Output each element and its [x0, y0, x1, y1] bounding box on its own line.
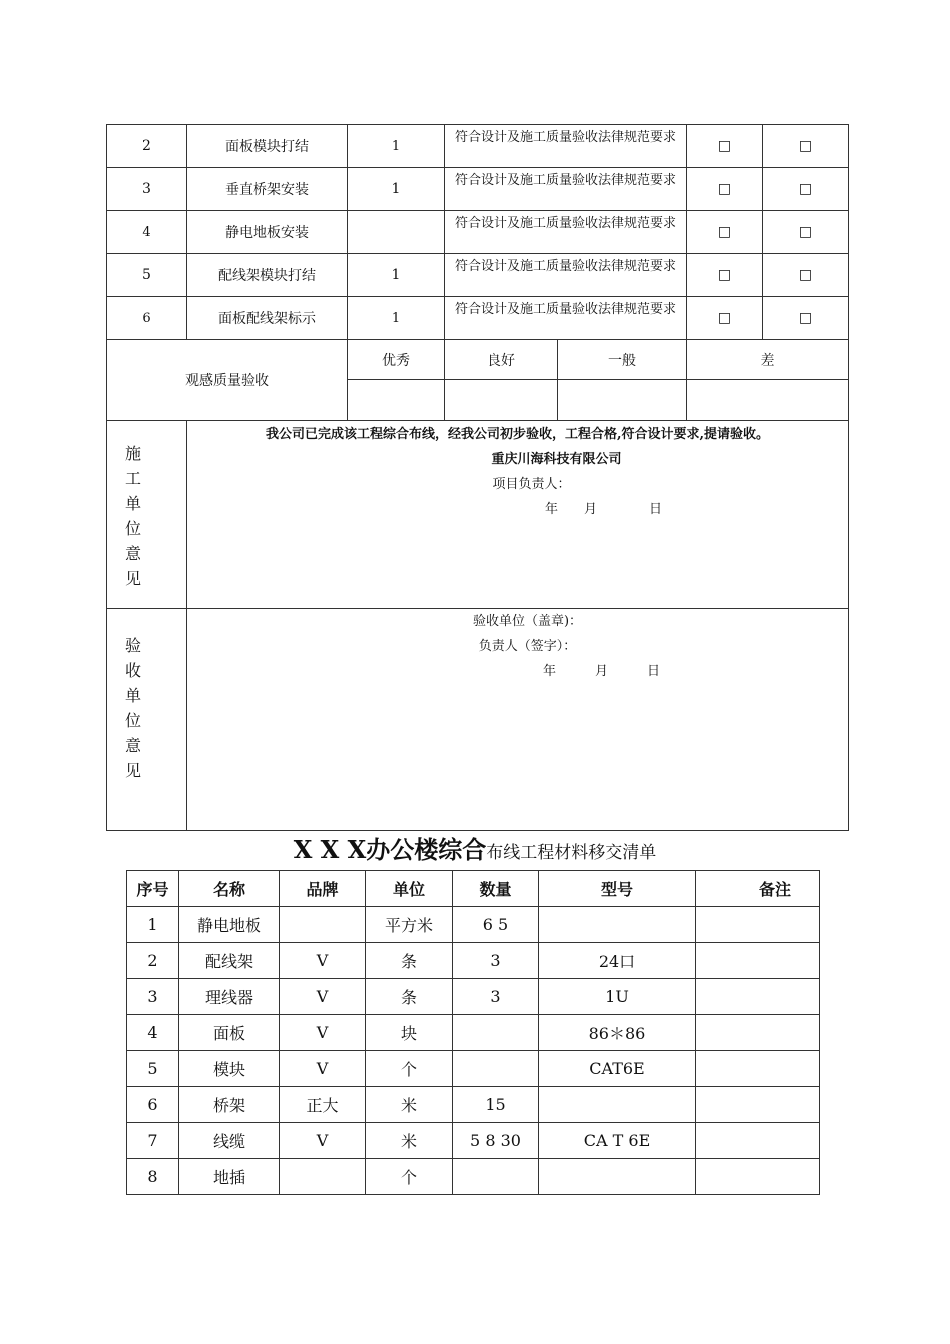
cell-remark	[696, 1087, 820, 1123]
acceptance-unit-label: 验收单位（盖章)：	[472, 614, 583, 629]
materials-row	[127, 1051, 820, 1087]
acceptance-signer-label: 负责人（签字）：	[478, 639, 577, 654]
item-qty: 1	[348, 168, 445, 211]
checkbox-fail[interactable]: □	[763, 125, 849, 168]
materials-row	[127, 1015, 820, 1051]
item-qty	[348, 211, 445, 254]
materials-row	[127, 943, 820, 979]
cell-model: CAT6E	[539, 1051, 696, 1087]
cell-unit: 个	[366, 1051, 453, 1087]
cell-qty: 3	[453, 979, 539, 1015]
item-name: 配线架模块打结	[187, 254, 348, 297]
cell-remark	[696, 1051, 820, 1087]
grade-average-cell[interactable]	[558, 380, 687, 421]
cell-no: 3	[127, 979, 179, 1015]
checkbox-fail[interactable]: □	[763, 168, 849, 211]
cell-unit: 条	[366, 943, 453, 979]
standard-text: 符合设计及施工质量验收法律规范要求	[445, 211, 687, 254]
cell-unit: 米	[366, 1123, 453, 1159]
cell-qty: 15	[453, 1087, 539, 1123]
standard-text: 符合设计及施工质量验收法律规范要求	[445, 254, 687, 297]
cell-name: 线缆	[179, 1123, 280, 1159]
standard-text: 符合设计及施工质量验收法律规范要求	[445, 297, 687, 340]
cell-brand: V	[280, 979, 366, 1015]
item-name: 面板模块打结	[187, 125, 348, 168]
row-number: 4	[107, 211, 187, 254]
cell-model: 1U	[539, 979, 696, 1015]
cell-brand: V	[280, 1015, 366, 1051]
acceptance-table	[106, 124, 849, 831]
cell-name: 配线架	[179, 943, 280, 979]
cell-brand: V	[280, 1051, 366, 1087]
cell-model	[539, 1159, 696, 1195]
acceptance-opinion-content[interactable]	[187, 609, 849, 831]
acceptance-row	[107, 211, 849, 254]
checkbox-pass[interactable]: □	[687, 211, 763, 254]
materials-row	[127, 1159, 820, 1195]
materials-row	[127, 907, 820, 943]
cell-unit: 条	[366, 979, 453, 1015]
acceptance-row	[107, 254, 849, 297]
cell-model	[539, 907, 696, 943]
row-number: 3	[107, 168, 187, 211]
cell-remark	[696, 943, 820, 979]
acceptance-date: 年 月 日	[543, 664, 661, 679]
cell-no: 7	[127, 1123, 179, 1159]
acceptance-opinion-label: 验 收 单 位 意 见	[107, 609, 187, 831]
cell-name: 模块	[179, 1051, 280, 1087]
cell-no: 5	[127, 1051, 179, 1087]
cell-unit: 平方米	[366, 907, 453, 943]
construction-opinion-row	[107, 421, 849, 609]
cell-name: 桥架	[179, 1087, 280, 1123]
standard-text: 符合设计及施工质量验收法律规范要求	[445, 125, 687, 168]
cell-brand	[280, 1159, 366, 1195]
grade-excellent-cell[interactable]	[348, 380, 445, 421]
grade-poor-cell[interactable]	[687, 380, 849, 421]
construction-opinion-content[interactable]	[187, 421, 849, 609]
item-qty: 1	[348, 125, 445, 168]
cell-no: 4	[127, 1015, 179, 1051]
cell-remark	[696, 979, 820, 1015]
item-name: 垂直桥架安装	[187, 168, 348, 211]
construction-company: 重庆川海科技有限公司	[491, 452, 622, 467]
cell-model: CA T 6E	[539, 1123, 696, 1159]
item-qty: 1	[348, 254, 445, 297]
grade-good-cell[interactable]	[445, 380, 558, 421]
cell-unit: 块	[366, 1015, 453, 1051]
acceptance-row	[107, 125, 849, 168]
grade-average: 一般	[558, 340, 687, 380]
cell-qty: 5 8 30	[453, 1123, 539, 1159]
item-name: 面板配线架标示	[187, 297, 348, 340]
checkbox-pass[interactable]: □	[687, 297, 763, 340]
item-qty: 1	[348, 297, 445, 340]
checkbox-pass[interactable]: □	[687, 168, 763, 211]
header-no: 序号	[127, 871, 179, 907]
cell-remark	[696, 1123, 820, 1159]
grade-excellent: 优秀	[348, 340, 445, 380]
cell-qty: 3	[453, 943, 539, 979]
acceptance-opinion-row	[107, 609, 849, 831]
cell-name: 地插	[179, 1159, 280, 1195]
cell-brand: V	[280, 1123, 366, 1159]
cell-brand: V	[280, 943, 366, 979]
construction-date: 年 月 日	[545, 502, 663, 517]
cell-unit: 米	[366, 1087, 453, 1123]
cell-qty	[453, 1015, 539, 1051]
header-model: 型号	[539, 871, 696, 907]
header-qty: 数量	[453, 871, 539, 907]
cell-no: 2	[127, 943, 179, 979]
construction-statement: 我公司已完成该工程综合布线，经我公司初步验收，工程合格,符合设计要求,提请验收。	[265, 427, 770, 442]
checkbox-fail[interactable]: □	[763, 211, 849, 254]
checkbox-pass[interactable]: □	[687, 125, 763, 168]
cell-model: 24口	[539, 943, 696, 979]
cell-qty	[453, 1159, 539, 1195]
row-number: 6	[107, 297, 187, 340]
materials-row	[127, 1087, 820, 1123]
materials-row	[127, 979, 820, 1015]
header-remark: 备注	[696, 871, 820, 907]
cell-remark	[696, 1015, 820, 1051]
cell-model	[539, 1087, 696, 1123]
materials-table	[126, 870, 820, 1195]
construction-opinion-label: 施 工 单 位 意 见	[107, 421, 187, 609]
project-manager-label: 项目负责人：	[492, 477, 571, 492]
row-number: 5	[107, 254, 187, 297]
acceptance-row	[107, 297, 849, 340]
visual-quality-row	[107, 340, 849, 380]
checkbox-fail[interactable]: □	[763, 254, 849, 297]
cell-no: 1	[127, 907, 179, 943]
grade-poor: 差	[687, 340, 849, 380]
grade-good: 良好	[445, 340, 558, 380]
item-name: 静电地板安装	[187, 211, 348, 254]
cell-qty: 6 5	[453, 907, 539, 943]
materials-row	[127, 1123, 820, 1159]
cell-model: 86＊86	[539, 1015, 696, 1051]
cell-unit: 个	[366, 1159, 453, 1195]
materials-title: X X X办公楼综合布线工程材料移交清单	[293, 835, 657, 864]
cell-brand: 正大	[280, 1087, 366, 1123]
cell-remark	[696, 907, 820, 943]
row-number: 2	[107, 125, 187, 168]
cell-no: 6	[127, 1087, 179, 1123]
visual-quality-label: 观感质量验收	[107, 340, 348, 421]
cell-remark	[696, 1159, 820, 1195]
cell-name: 静电地板	[179, 907, 280, 943]
cell-qty	[453, 1051, 539, 1087]
standard-text: 符合设计及施工质量验收法律规范要求	[445, 168, 687, 211]
cell-brand	[280, 907, 366, 943]
cell-name: 面板	[179, 1015, 280, 1051]
header-brand: 品牌	[280, 871, 366, 907]
cell-no: 8	[127, 1159, 179, 1195]
cell-name: 理线器	[179, 979, 280, 1015]
checkbox-fail[interactable]: □	[763, 297, 849, 340]
checkbox-pass[interactable]: □	[687, 254, 763, 297]
header-unit: 单位	[366, 871, 453, 907]
header-name: 名称	[179, 871, 280, 907]
materials-header-row	[127, 871, 820, 907]
acceptance-row	[107, 168, 849, 211]
